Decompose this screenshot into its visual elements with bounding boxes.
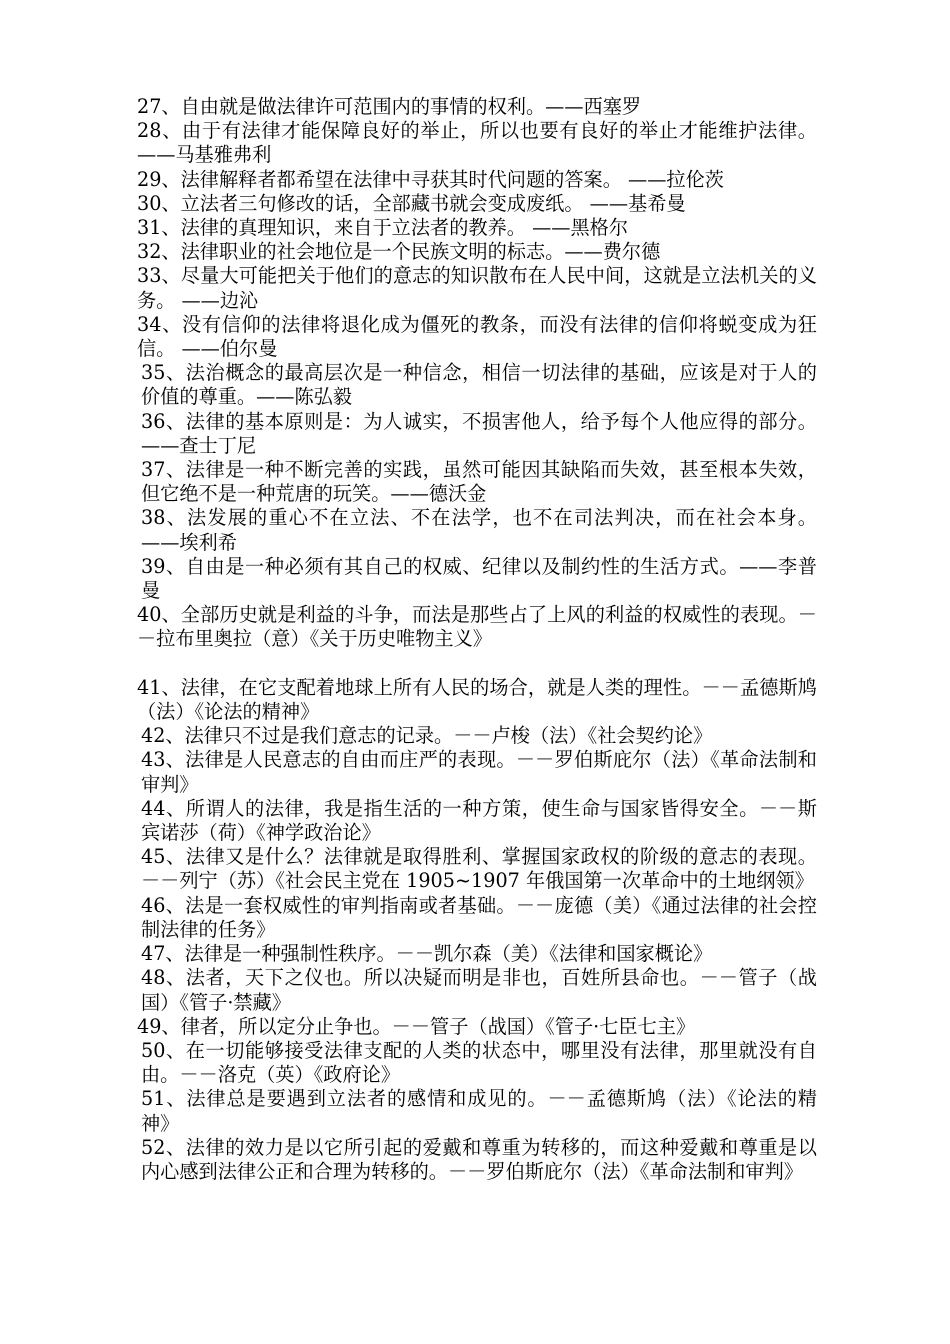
quote-32: 32、法律职业的社会地位是一个民族文明的标志。——费尔德: [137, 240, 661, 264]
quote-33: 33、尽量大可能把关于他们的意志的知识散布在人民中间，这就是立法机关的义务。 ——边沁: [137, 264, 817, 312]
quote-27: 27、自由就是做法律许可范围内的事情的权利。——西塞罗: [137, 95, 642, 118]
quote-44: 44、所谓人的法律，我是指生活的一种方策，使生命与国家皆得安全。－－斯宾诺莎（荷）《神学政治论》: [141, 796, 817, 845]
quote-45: 45、法律又是什么？法律就是取得胜利、掌握国家政权的阶级的意志的表现。－－列宁（苏）《社会民主党在 1905~1907 年俄国第一次革命中的土地纲领》: [141, 845, 817, 893]
document-body: [137, 95, 817, 1184]
quote-34: 34、没有信仰的法律将退化成为僵死的教条，而没有法律的信仰将蜕变成为狂信。 ——伯尔曼: [137, 312, 817, 361]
quote-41: 41、法律，在它支配着地球上所有人民的场合，就是人类的理性。－－孟德斯鸠（法）《论法的精神》: [137, 675, 817, 724]
quote-38: 38、法发展的重心不在立法、不在法学，也不在司法判决，而在社会本身。——埃利希: [141, 506, 817, 554]
quote-46: 46、法是一套权威性的审判指南或者基础。－－庞德（美）《通过法律的社会控制法律的任务》: [141, 893, 817, 941]
quote-35: 35、法治概念的最高层次是一种信念，相信一切法律的基础，应该是对于人的价值的尊重。——陈弘毅: [141, 361, 817, 409]
quote-37: 37、法律是一种不断完善的实践，虽然可能因其缺陷而失效，甚至根本失效，但它绝不是一种荒唐的玩笑。——德沃金: [141, 458, 817, 506]
quote-31: 31、法律的真理知识，来自于立法者的教养。 ——黑格尔: [137, 216, 629, 240]
quote-30: 30、立法者三句修改的话，全部藏书就会变成废纸。 ——基希曼: [137, 191, 686, 215]
quote-52: 52、法律的效力是以它所引起的爱戴和尊重为转移的，而这种爱戴和尊重是以内心感到法律公正和合理为转移的。－－罗伯斯庇尔（法）《革命法制和审判》: [141, 1135, 817, 1183]
quote-51: 51、法律总是要遇到立法者的感情和成见的。－－孟德斯鸠（法）《论法的精神》: [141, 1087, 817, 1135]
quote-42: 42、法律只不过是我们意志的记录。－－卢梭（法）《社会契约论》: [141, 724, 713, 748]
quote-29: 29、法律解释者都希望在法律中寻获其时代问题的答案。 ——拉伦茨: [137, 167, 724, 191]
quote-49: 49、律者，所以定分止争也。－－管子（战国）《管子·七臣七主》: [137, 1014, 696, 1038]
quote-39: 39、自由是一种必须有其自己的权威、纪律以及制约性的生活方式。——李普曼: [141, 554, 817, 603]
section-spacer: [137, 652, 817, 676]
quote-43: 43、法律是人民意志的自由而庄严的表现。－－罗伯斯庇尔（法）《革命法制和审判》: [141, 748, 817, 796]
quote-47: 47、法律是一种强制性秩序。－－凯尔森（美）《法律和国家概论》: [141, 942, 713, 966]
quote-48: 48、法者，天下之仪也。所以决疑而明是非也，百姓所县命也。－－管子（战国）《管子·禁藏》: [141, 966, 817, 1014]
quote-50: 50、在一切能够接受法律支配的人类的状态中，哪里没有法律，那里就没有自由。－－洛克（英）《政府论》: [141, 1038, 817, 1087]
quote-36: 36、法律的基本原则是：为人诚实，不损害他人，给予每个人他应得的部分。——查士丁尼: [141, 409, 817, 457]
quote-40: 40、全部历史就是利益的斗争，而法是那些占了上风的利益的权威性的表现。－－拉布里奥拉（意）《关于历史唯物主义》: [137, 603, 817, 651]
quote-28: 28、由于有法律才能保障良好的举止，所以也要有良好的举止才能维护法律。——马基雅弗利: [137, 119, 817, 167]
